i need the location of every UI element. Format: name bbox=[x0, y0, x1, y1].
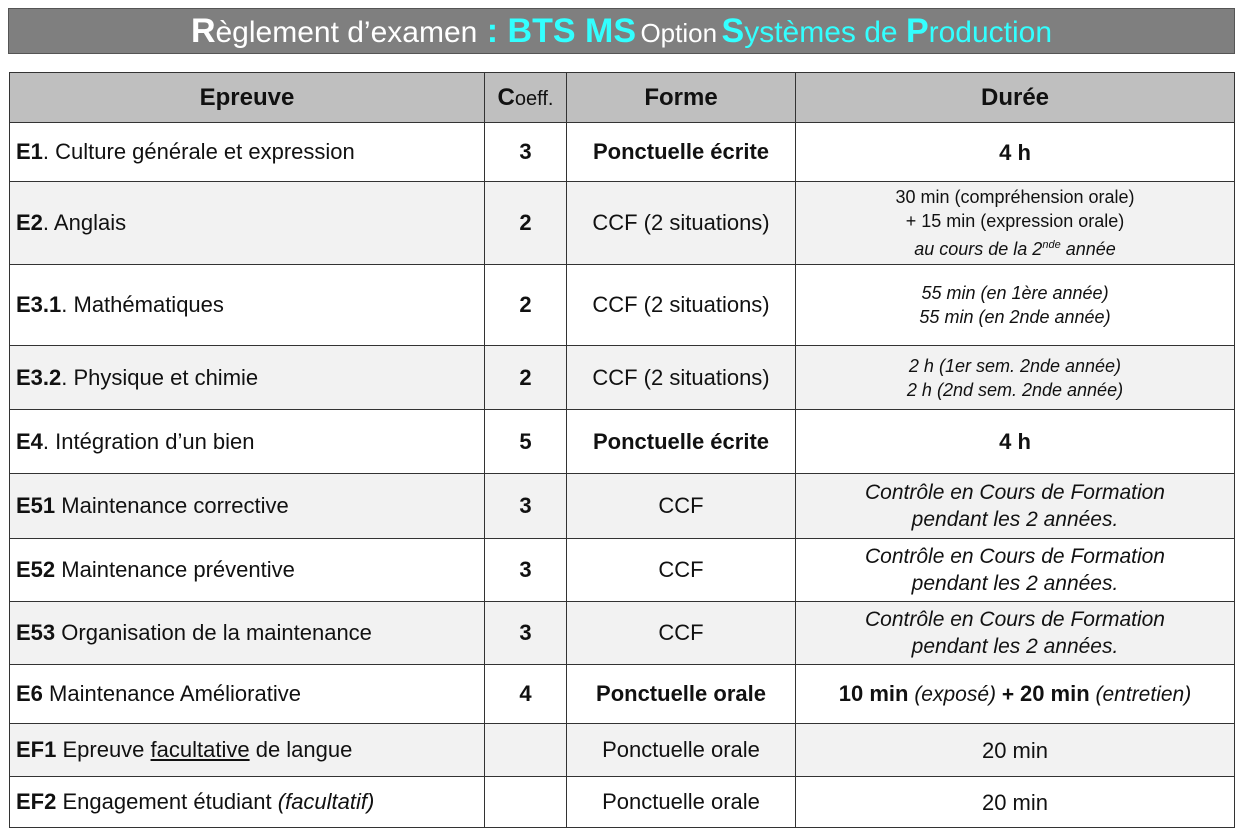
forme-cell: CCF (2 situations) bbox=[567, 182, 796, 265]
duree-plus: + bbox=[996, 683, 1020, 706]
duree-cell: 20 min bbox=[796, 777, 1235, 828]
duree-line: Contrôle en Cours de Formation bbox=[865, 481, 1165, 504]
epreuve-code: EF1 bbox=[16, 737, 57, 762]
duree-entretien-label: (entretien) bbox=[1089, 683, 1192, 706]
duree-cell: 20 min bbox=[796, 724, 1235, 777]
epreuve-code: E3.2 bbox=[16, 364, 62, 390]
duree-cell bbox=[796, 665, 1235, 724]
coeff-cell: 3 bbox=[485, 474, 567, 539]
title-reglement: èglement d’examen bbox=[215, 16, 478, 49]
title-production: roduction bbox=[928, 16, 1053, 49]
coeff-cell: 3 bbox=[485, 602, 567, 665]
epreuve-code: EF2 bbox=[16, 789, 57, 814]
duree-line: Contrôle en Cours de Formation bbox=[865, 608, 1165, 631]
duree-line: 2 h (1er sem. 2nde année) bbox=[908, 355, 1122, 376]
table-row bbox=[10, 410, 1235, 474]
forme-cell: CCF (2 situations) bbox=[567, 265, 796, 346]
forme-cell: Ponctuelle écrite bbox=[567, 410, 796, 474]
title-option: Option bbox=[640, 18, 718, 48]
table-row bbox=[10, 665, 1235, 724]
duree-line: 2 h (2nd sem. 2nde année) bbox=[906, 379, 1124, 400]
duree-line bbox=[802, 233, 1228, 261]
epreuve-cell bbox=[10, 265, 485, 346]
duree-expose-label: (exposé) bbox=[908, 683, 997, 706]
epreuve-name: de langue bbox=[249, 737, 353, 762]
header-duree: Durée bbox=[796, 73, 1235, 123]
duree-cell bbox=[796, 474, 1235, 539]
epreuve-name: Engagement étudiant bbox=[56, 789, 278, 814]
duree-cell bbox=[796, 539, 1235, 602]
epreuve-cell bbox=[10, 474, 485, 539]
forme-cell: CCF bbox=[567, 474, 796, 539]
forme-cell: Ponctuelle orale bbox=[567, 665, 796, 724]
duree-text: au cours de la 2 bbox=[914, 239, 1043, 259]
table-row bbox=[10, 474, 1235, 539]
header-row bbox=[10, 73, 1235, 123]
epreuve-name: Maintenance Améliorative bbox=[42, 681, 301, 706]
epreuve-name: Epreuve bbox=[56, 737, 151, 762]
table-row bbox=[10, 602, 1235, 665]
table-row bbox=[10, 123, 1235, 182]
title-s-initial: S bbox=[721, 12, 745, 50]
epreuve-code: E1 bbox=[16, 139, 43, 164]
epreuve-code: E51 bbox=[16, 493, 56, 518]
coeff-cell: 4 bbox=[485, 665, 567, 724]
epreuve-name: . Mathématiques bbox=[61, 292, 224, 317]
table-row bbox=[10, 265, 1235, 346]
header-coeff bbox=[485, 73, 567, 123]
coeff-cell: 2 bbox=[485, 265, 567, 346]
title-colon: : bbox=[477, 12, 508, 50]
forme-cell: Ponctuelle orale bbox=[567, 724, 796, 777]
table-row bbox=[10, 777, 1235, 828]
epreuve-name: Maintenance préventive bbox=[55, 557, 295, 582]
duree-text: année bbox=[1060, 239, 1116, 259]
duree-line: Contrôle en Cours de Formation bbox=[865, 545, 1165, 568]
epreuve-cell bbox=[10, 410, 485, 474]
title-systemes: ystèmes de bbox=[744, 16, 906, 49]
epreuve-cell bbox=[10, 724, 485, 777]
duree-line: 55 min (en 2nde année) bbox=[919, 307, 1111, 327]
forme-cell: CCF bbox=[567, 539, 796, 602]
duree-line: pendant les 2 années. bbox=[911, 508, 1119, 531]
coeff-cell: 5 bbox=[485, 410, 567, 474]
epreuve-code: E53 bbox=[16, 620, 56, 645]
epreuve-cell bbox=[10, 602, 485, 665]
epreuve-name-italic: (facultatif) bbox=[277, 789, 375, 814]
epreuve-cell bbox=[10, 123, 485, 182]
duree-cell: 4 h bbox=[796, 123, 1235, 182]
coeff-cell: 2 bbox=[485, 182, 567, 265]
epreuve-code: E2 bbox=[16, 210, 43, 235]
header-epreuve: Epreuve bbox=[10, 73, 485, 123]
table-row bbox=[10, 539, 1235, 602]
epreuve-code: E4 bbox=[16, 428, 43, 454]
duree-cell: 4 h bbox=[796, 410, 1235, 474]
table-row bbox=[10, 182, 1235, 265]
duree-line: 55 min (en 1ère année) bbox=[921, 283, 1109, 303]
epreuve-cell bbox=[10, 346, 485, 410]
duree-entretien-time: 20 min bbox=[1019, 681, 1090, 706]
duree-cell bbox=[796, 182, 1235, 265]
epreuve-code: E52 bbox=[16, 557, 56, 582]
title-bts-ms: BTS MS bbox=[507, 12, 636, 50]
coeff-cell: 2 bbox=[485, 346, 567, 410]
coeff-cell: 3 bbox=[485, 539, 567, 602]
table-row bbox=[10, 724, 1235, 777]
epreuve-name: Maintenance corrective bbox=[55, 493, 289, 518]
forme-cell: CCF (2 situations) bbox=[567, 346, 796, 410]
epreuve-code: E3.1 bbox=[16, 292, 62, 317]
forme-cell: CCF bbox=[567, 602, 796, 665]
epreuve-cell bbox=[10, 777, 485, 828]
header-coeff-initial: C bbox=[497, 83, 515, 111]
duree-line: pendant les 2 années. bbox=[911, 572, 1119, 595]
coeff-cell bbox=[485, 777, 567, 828]
epreuve-name: Organisation de la maintenance bbox=[55, 620, 372, 645]
title-r-initial: R bbox=[190, 12, 216, 50]
duree-line: + 15 min (expression orale) bbox=[905, 211, 1125, 231]
header-forme: Forme bbox=[567, 73, 796, 123]
epreuve-name: . Anglais bbox=[42, 210, 127, 235]
duree-cell bbox=[796, 265, 1235, 346]
epreuve-name: . Physique et chimie bbox=[61, 364, 259, 390]
forme-cell: Ponctuelle écrite bbox=[567, 123, 796, 182]
exam-table bbox=[9, 72, 1235, 828]
epreuve-name: . Intégration d’un bien bbox=[42, 428, 255, 454]
table-row bbox=[10, 346, 1235, 410]
epreuve-cell bbox=[10, 182, 485, 265]
coeff-cell: 3 bbox=[485, 123, 567, 182]
duree-cell bbox=[796, 346, 1235, 410]
coeff-cell bbox=[485, 724, 567, 777]
epreuve-cell bbox=[10, 665, 485, 724]
duree-cell bbox=[796, 602, 1235, 665]
title-p-initial: P bbox=[905, 12, 929, 50]
epreuve-name-underlined: facultative bbox=[150, 737, 250, 762]
duree-sup: nde bbox=[1042, 239, 1061, 251]
duree-expose-time: 10 min bbox=[838, 681, 909, 706]
duree-line: 30 min (compréhension orale) bbox=[895, 187, 1135, 207]
epreuve-name: . Culture générale et expression bbox=[42, 139, 355, 164]
epreuve-cell bbox=[10, 539, 485, 602]
header-coeff-rest: oeff. bbox=[514, 87, 554, 110]
forme-cell: Ponctuelle orale bbox=[567, 777, 796, 828]
duree-line: pendant les 2 années. bbox=[911, 635, 1119, 658]
epreuve-code: E6 bbox=[16, 681, 43, 706]
page-title bbox=[8, 8, 1235, 54]
